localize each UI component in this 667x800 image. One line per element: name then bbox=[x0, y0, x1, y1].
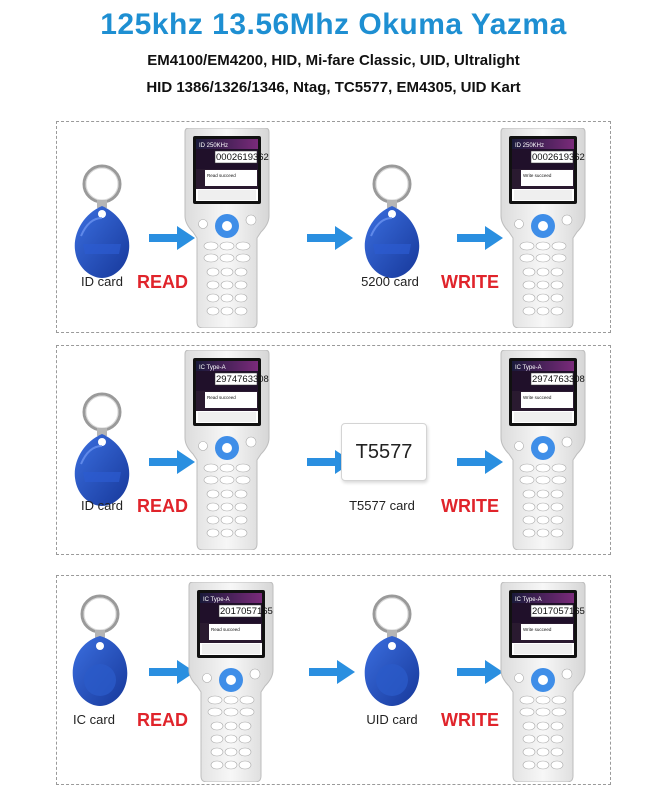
screen-header: ID 250KHz bbox=[515, 143, 545, 149]
blue-keyfob-icon bbox=[67, 390, 137, 508]
panel-id-to-5200 bbox=[56, 121, 611, 333]
supported-cards-line-2: HID 1386/1326/1346, Ntag, TC5577, EM4305, UID Kart bbox=[146, 79, 521, 96]
rfid-copier-device bbox=[493, 350, 593, 550]
source-card-label: ID card bbox=[81, 498, 123, 513]
blue-keyfob-icon bbox=[357, 162, 427, 280]
screen-card-number: 2974763308 bbox=[532, 374, 585, 385]
blue-keyfob-icon bbox=[65, 592, 135, 710]
rfid-copier-device bbox=[181, 582, 281, 782]
write-label: WRITE bbox=[441, 272, 499, 292]
screen-header: IC Type-A bbox=[515, 365, 542, 371]
rfid-copier-device bbox=[493, 582, 593, 782]
blue-keyfob-icon bbox=[67, 162, 137, 280]
screen-card-number: 2017057165 bbox=[532, 606, 585, 617]
write-label: WRITE bbox=[441, 496, 499, 516]
rfid-copier-device bbox=[493, 128, 593, 328]
screen-status: Read succeed bbox=[211, 627, 240, 632]
rfid-copier-device bbox=[177, 350, 277, 550]
read-label: READ bbox=[137, 496, 189, 516]
screen-header: IC Type-A bbox=[199, 365, 226, 371]
screen-header: IC Type-A bbox=[515, 597, 542, 603]
write-label: WRITE bbox=[441, 710, 499, 730]
screen-status: Write succeed bbox=[523, 173, 552, 178]
read-label: READ bbox=[137, 272, 189, 292]
target-card-label: 5200 card bbox=[361, 274, 419, 289]
source-card-label: IC card bbox=[73, 712, 115, 727]
panel-id-to-t5577 bbox=[56, 345, 611, 555]
screen-status: Read succeed bbox=[207, 395, 236, 400]
supported-cards-line-1: EM4100/EM4200, HID, Mi-fare Classic, UID, Ultralight bbox=[147, 52, 520, 69]
blue-keyfob-icon bbox=[357, 592, 427, 710]
arrow-right-icon bbox=[309, 660, 355, 684]
page-title: 125khz 13.56Mhz Okuma Yazma bbox=[100, 8, 567, 41]
screen-card-number: 0002619362 bbox=[532, 152, 585, 163]
rfid-copier-device bbox=[177, 128, 277, 328]
arrow-right-icon bbox=[307, 226, 353, 250]
panel-ic-to-uid bbox=[56, 575, 611, 785]
source-card-label: ID card bbox=[81, 274, 123, 289]
screen-header: ID 250KHz bbox=[199, 143, 229, 149]
screen-card-number: 0002619362 bbox=[216, 152, 269, 163]
screen-status: Write succeed bbox=[523, 395, 552, 400]
screen-status: Write succeed bbox=[523, 627, 552, 632]
t5577-card-icon: T5577 bbox=[341, 423, 427, 481]
screen-header: IC Type-A bbox=[203, 597, 230, 603]
screen-status: Read succeed bbox=[207, 173, 236, 178]
target-card-label: UID card bbox=[366, 712, 418, 727]
screen-card-number: 2017057165 bbox=[220, 606, 273, 617]
read-label: READ bbox=[137, 710, 189, 730]
target-card-label: T5577 card bbox=[349, 498, 415, 513]
screen-card-number: 2974763308 bbox=[216, 374, 269, 385]
